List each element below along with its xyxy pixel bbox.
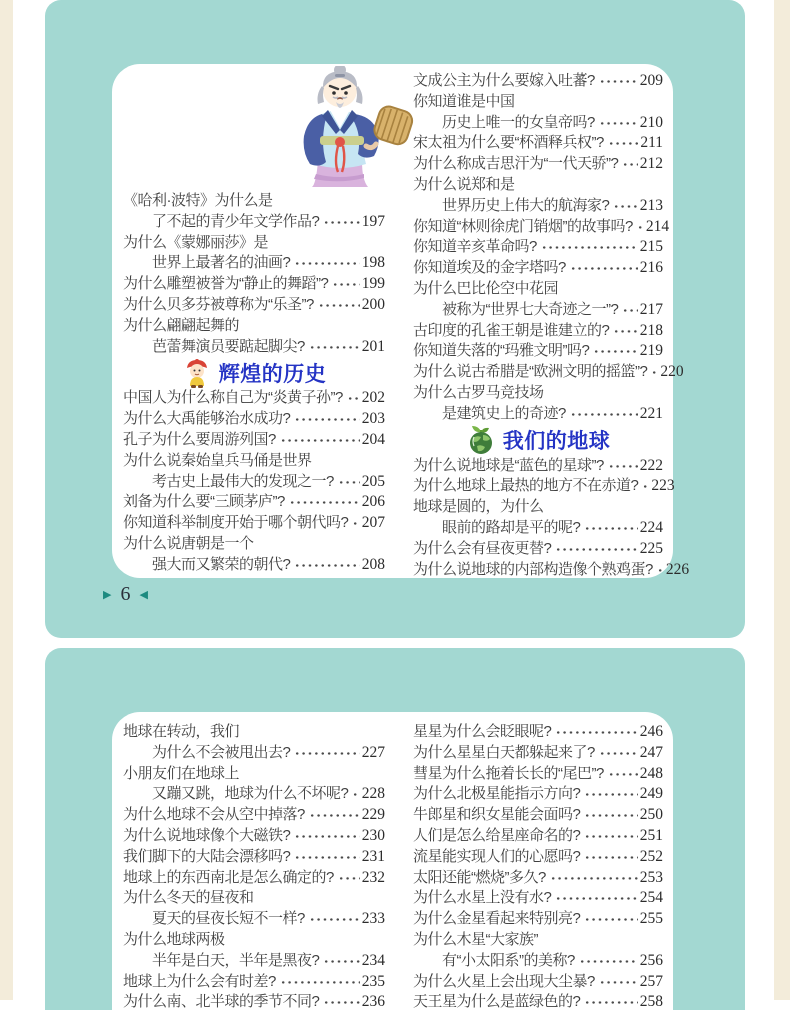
entry-question: 为什么冬天的昼夜和 xyxy=(123,889,254,907)
entry-question: 为什么地球不会从空中掉落? xyxy=(123,806,305,824)
dot-leader xyxy=(612,196,637,217)
dot-leader xyxy=(621,300,637,321)
entry-page-number: 203 xyxy=(361,410,385,428)
entry-page-number: 208 xyxy=(361,555,385,573)
dot-leader xyxy=(351,784,359,805)
entry-question: 地球上的东西南北是怎么确定的? xyxy=(123,868,334,886)
toc-entry xyxy=(413,909,663,930)
toc-entry xyxy=(413,217,670,238)
toc-page-bottom xyxy=(45,648,745,1010)
entry-question: 我们脚下的大陆会漂移吗? xyxy=(123,847,291,865)
entry-question: 你知道科举制度开始于哪个朝代吗? xyxy=(123,514,349,532)
dot-leader xyxy=(650,362,658,383)
toc-entry xyxy=(413,92,663,134)
entry-question: 半年是白天，半年是黑夜? xyxy=(152,951,320,969)
entry-question: 天王星为什么是蓝绿色的? xyxy=(413,993,581,1011)
dot-leader xyxy=(322,212,359,233)
entry-page-number: 225 xyxy=(639,539,663,557)
entry-question: 人们是怎么给星座命名的? xyxy=(413,826,581,844)
toc-entry xyxy=(413,321,663,342)
toc-entry xyxy=(123,805,385,826)
dot-leader xyxy=(583,909,637,930)
entry-page-number: 229 xyxy=(361,806,385,824)
entry-page-number: 256 xyxy=(639,951,663,969)
dot-leader xyxy=(308,805,360,826)
entry-page-number: 234 xyxy=(361,951,385,969)
dot-leader xyxy=(554,539,637,560)
entry-question: 为什么金星看起来特别亮? xyxy=(413,910,581,928)
dot-leader xyxy=(308,909,360,930)
entry-page-number: 213 xyxy=(639,196,663,214)
dot-leader xyxy=(293,555,359,576)
dot-leader xyxy=(607,456,638,477)
toc-entry xyxy=(123,409,385,430)
entry-page-number: 253 xyxy=(639,868,663,886)
toc-page-top xyxy=(45,0,745,638)
entry-question: 为什么火星上会出现大尘暴? xyxy=(413,972,595,990)
section-title: 我们的地球 xyxy=(502,430,611,454)
entry-question: 是建筑史上的奇迹? xyxy=(442,404,566,422)
toc-entry xyxy=(413,71,663,92)
dot-leader xyxy=(279,430,360,451)
entry-page-number: 216 xyxy=(639,259,663,277)
toc-entry xyxy=(413,456,663,477)
dot-leader xyxy=(578,951,638,972)
entry-page-number: 219 xyxy=(639,342,663,360)
entry-page-number: 212 xyxy=(639,155,663,173)
dot-leader xyxy=(293,409,359,430)
entry-page-number: 250 xyxy=(639,806,663,824)
entry-question: 被称为“世界七大奇迹之一”? xyxy=(442,300,619,318)
entry-question: 眼前的路却是平的呢? xyxy=(442,518,581,536)
entry-question: 古印度的孔雀王朝是谁建立的? xyxy=(413,321,610,339)
toc-entry xyxy=(123,388,385,409)
dot-leader xyxy=(636,217,644,238)
toc-entry xyxy=(413,154,663,175)
dot-leader xyxy=(569,258,638,279)
dot-leader xyxy=(583,847,637,868)
entry-question: 孔子为什么要周游列国? xyxy=(123,430,276,448)
entry-question: 有“小太阳系”的美称? xyxy=(442,951,575,969)
entry-question: 为什么巴比伦空中花园 xyxy=(413,279,559,297)
dot-leader xyxy=(598,113,638,134)
entry-question: 为什么水星上没有水? xyxy=(413,889,552,907)
dot-leader xyxy=(656,560,664,581)
entry-question: 流星能实现人们的心愿吗? xyxy=(413,847,581,865)
entry-page-number: 227 xyxy=(361,743,385,761)
dot-leader xyxy=(583,826,637,847)
entry-question: 为什么《蒙娜丽莎》是 xyxy=(123,233,269,251)
dot-leader xyxy=(322,951,359,972)
toc-entry xyxy=(123,430,385,451)
dot-leader xyxy=(308,337,360,358)
entry-question: 又蹦又跳，地球为什么不坏呢? xyxy=(152,785,349,803)
entry-question: 为什么北极星能指示方向? xyxy=(413,785,581,803)
dot-leader xyxy=(331,274,359,295)
entry-page-number: 223 xyxy=(651,477,675,495)
toc-column-left xyxy=(123,64,385,578)
entry-page-number: 209 xyxy=(639,72,663,89)
dot-leader xyxy=(293,253,359,274)
toc-entry xyxy=(413,972,663,993)
toc-entry xyxy=(123,992,385,1013)
toc-entry xyxy=(413,258,663,279)
toc-entry xyxy=(413,847,663,868)
dot-leader xyxy=(337,472,360,493)
entry-page-number: 231 xyxy=(361,847,385,865)
entry-question: 为什么不会被甩出去? xyxy=(152,743,291,761)
dot-leader xyxy=(554,722,637,743)
kid-mascot-icon xyxy=(182,358,212,388)
entry-question: 了不起的青少年文学作品? xyxy=(152,212,320,230)
toc-entry xyxy=(413,175,663,217)
entry-page-number: 226 xyxy=(665,560,690,578)
entry-page-number: 199 xyxy=(361,275,385,293)
entry-page-number: 230 xyxy=(361,826,385,844)
entry-question: 考古史上最伟大的发现之一? xyxy=(152,472,334,490)
toc-entry xyxy=(413,279,663,321)
entry-question: 为什么大禹能够治水成功? xyxy=(123,410,291,428)
entry-question: 芭蕾舞演员要踮起脚尖? xyxy=(152,337,305,355)
entry-question: 你知道埃及的金字塔吗? xyxy=(413,259,566,277)
entry-page-number: 218 xyxy=(639,321,663,339)
dot-leader xyxy=(293,847,359,868)
toc-entry xyxy=(123,764,385,806)
entry-page-number: 232 xyxy=(361,868,385,886)
entry-question: 为什么会有昼夜更替? xyxy=(413,539,552,557)
entry-page-number: 255 xyxy=(639,910,663,928)
toc-entry xyxy=(413,930,663,972)
dot-leader xyxy=(583,784,637,805)
toc-entry xyxy=(413,868,663,889)
entry-question: 为什么古罗马竞技场 xyxy=(413,383,544,401)
entry-question: 历史上唯一的女皇帝吗? xyxy=(442,113,595,131)
dot-leader xyxy=(569,404,638,425)
entry-page-number: 202 xyxy=(361,389,385,407)
toc-entry xyxy=(413,784,663,805)
toc-entry xyxy=(123,316,385,358)
entry-page-number: 246 xyxy=(639,723,663,740)
entry-question: 牛郎星和织女星能会面吗? xyxy=(413,806,581,824)
toc-entry xyxy=(123,930,385,972)
entry-page-number: 221 xyxy=(639,404,663,422)
entry-question: 彗星为什么拖着长长的“尾巴”? xyxy=(413,764,604,782)
entry-question: 宋太祖为什么要“杯酒释兵权”? xyxy=(413,134,604,152)
dot-leader xyxy=(583,992,637,1013)
dot-leader xyxy=(288,492,360,513)
entry-page-number: 198 xyxy=(361,254,385,272)
entry-question: 世界上最著名的油画? xyxy=(152,254,291,272)
arrow-right-icon: ▶ xyxy=(103,588,112,601)
entry-page-number: 217 xyxy=(639,300,663,318)
entry-question: 为什么说地球的内部构造像个熟鸡蛋? xyxy=(413,560,653,578)
arrow-left-icon: ◀ xyxy=(139,588,148,601)
entry-question: 为什么南、北半球的季节不同? xyxy=(123,993,320,1011)
entry-page-number: 257 xyxy=(639,972,663,990)
toc-entry xyxy=(123,888,385,930)
entry-page-number: 251 xyxy=(639,826,663,844)
toc-entry xyxy=(123,451,385,493)
entry-question: 夏天的昼夜长短不一样? xyxy=(152,910,305,928)
page-number xyxy=(103,583,148,606)
entry-page-number: 201 xyxy=(361,337,385,355)
entry-question: 为什么说唐朝是一个 xyxy=(123,534,254,552)
entry-question: 为什么说地球是“蓝色的星球”? xyxy=(413,456,604,474)
toc-entry xyxy=(413,383,663,425)
dot-leader xyxy=(540,237,638,258)
dot-leader xyxy=(598,743,638,764)
entry-question: 强大而又繁荣的朝代? xyxy=(152,555,291,573)
entry-question: 中国人为什么称自己为“炎黄子孙”? xyxy=(123,389,343,407)
dot-leader xyxy=(592,341,637,362)
dot-leader xyxy=(322,992,359,1013)
toc-column-right xyxy=(413,64,690,578)
entry-question: 你知道失落的“玛雅文明”吗? xyxy=(413,342,590,360)
entry-question: 为什么雕塑被誉为“静止的舞蹈”? xyxy=(123,275,329,293)
toc-entry xyxy=(123,868,385,889)
dot-leader xyxy=(549,868,638,889)
toc-entry xyxy=(413,362,684,383)
entry-page-number: 224 xyxy=(639,518,663,536)
dot-leader xyxy=(351,513,359,534)
entry-page-number: 200 xyxy=(361,295,385,313)
dot-leader xyxy=(583,805,637,826)
entry-question: 世界历史上伟大的航海家? xyxy=(442,196,610,214)
entry-page-number: 254 xyxy=(639,889,663,907)
toc-entry xyxy=(413,560,690,581)
entry-page-number: 248 xyxy=(639,764,663,782)
toc-column-left xyxy=(123,712,385,1022)
entry-question: 太阳还能“燃烧”多久? xyxy=(413,868,546,886)
entry-question: 为什么说地球像个大磁铁? xyxy=(123,826,291,844)
dot-leader xyxy=(612,321,637,342)
entry-question: 为什么说郑和是 xyxy=(413,175,515,193)
entry-question: 你知道谁是中国 xyxy=(413,92,515,110)
dot-leader xyxy=(583,518,637,539)
entry-question: 你知道辛亥革命吗? xyxy=(413,238,537,256)
toc-entry xyxy=(123,492,385,513)
section-header xyxy=(413,425,663,456)
dot-leader xyxy=(317,295,360,316)
dot-leader xyxy=(598,71,638,92)
entry-page-number: 233 xyxy=(361,910,385,928)
toc-entry xyxy=(413,743,663,764)
entry-question: 地球在转动，我们 xyxy=(123,723,240,740)
entry-question: 为什么翩翩起舞的 xyxy=(123,316,240,334)
toc-entry xyxy=(413,237,663,258)
toc-entry xyxy=(123,191,385,233)
entry-page-number: 235 xyxy=(361,972,385,990)
entry-question: 为什么地球两极 xyxy=(123,930,225,948)
toc-entry xyxy=(413,476,675,497)
earth-sprout-icon xyxy=(466,425,496,455)
entry-page-number: 214 xyxy=(645,217,670,235)
dot-leader xyxy=(346,388,360,409)
toc-entry xyxy=(413,888,663,909)
entry-question: 你知道“林则徐虎门销烟”的故事吗? xyxy=(413,217,633,235)
toc-entry xyxy=(413,341,663,362)
entry-page-number: 228 xyxy=(361,785,385,803)
dot-leader xyxy=(607,133,638,154)
right-edge-strip xyxy=(774,0,790,1000)
dot-leader xyxy=(279,972,360,993)
entry-question: 文成公主为什么要嫁入吐蕃? xyxy=(413,72,595,89)
toc-entry xyxy=(123,722,385,764)
dot-leader xyxy=(621,154,637,175)
section-header xyxy=(123,357,385,388)
page-number-value: 6 xyxy=(120,583,131,605)
entry-question: 地球是圆的，为什么 xyxy=(413,498,544,516)
entry-question: 为什么木星“大家族” xyxy=(413,930,538,948)
entry-page-number: 249 xyxy=(639,785,663,803)
entry-page-number: 236 xyxy=(361,993,385,1011)
toc-entry xyxy=(413,826,663,847)
entry-page-number: 204 xyxy=(361,430,385,448)
dot-leader xyxy=(293,826,359,847)
toc-content-bottom xyxy=(112,712,673,1022)
entry-page-number: 252 xyxy=(639,847,663,865)
dot-leader xyxy=(337,868,360,889)
entry-page-number: 206 xyxy=(361,493,385,511)
entry-question: 为什么称成吉思汗为“一代天骄”? xyxy=(413,155,619,173)
entry-page-number: 220 xyxy=(660,363,684,381)
toc-entry xyxy=(413,722,663,743)
entry-question: 《哈利·波特》为什么是 xyxy=(123,192,273,209)
dot-leader xyxy=(598,972,638,993)
entry-question: 为什么星星白天都躲起来了? xyxy=(413,743,595,761)
toc-entry xyxy=(413,764,663,785)
entry-question: 地球上为什么会有时差? xyxy=(123,972,276,990)
entry-page-number: 207 xyxy=(361,514,385,532)
dot-leader xyxy=(607,764,638,785)
toc-entry xyxy=(413,539,663,560)
entry-page-number: 205 xyxy=(361,472,385,490)
toc-entry xyxy=(123,295,385,316)
entry-question: 刘备为什么要“三顾茅庐”? xyxy=(123,493,285,511)
toc-entry xyxy=(123,274,385,295)
dot-leader xyxy=(641,476,649,497)
toc-entry xyxy=(123,513,385,534)
left-edge-strip xyxy=(0,0,13,1000)
entry-question: 星星为什么会眨眼呢? xyxy=(413,723,552,740)
entry-page-number: 215 xyxy=(639,238,663,256)
entry-page-number: 247 xyxy=(639,743,663,761)
entry-question: 为什么贝多芬被尊称为“乐圣”? xyxy=(123,295,314,313)
toc-entry xyxy=(123,847,385,868)
toc-column-right xyxy=(413,712,663,1022)
entry-question: 为什么说秦始皇兵马俑是世界 xyxy=(123,451,312,469)
toc-entry xyxy=(413,805,663,826)
dot-leader xyxy=(293,743,359,764)
entry-question: 为什么说古希腊是“欧洲文明的摇篮”? xyxy=(413,363,648,381)
entry-page-number: 197 xyxy=(361,212,385,230)
entry-page-number: 210 xyxy=(639,113,663,131)
toc-entry xyxy=(413,992,663,1013)
entry-page-number: 211 xyxy=(640,134,663,152)
entry-question: 为什么地球上最热的地方不在赤道? xyxy=(413,477,639,495)
toc-content-top xyxy=(112,64,690,578)
dot-leader xyxy=(554,888,637,909)
entry-page-number: 222 xyxy=(639,456,663,474)
entry-question: 小朋友们在地球上 xyxy=(123,764,240,782)
toc-entry xyxy=(413,497,663,539)
entry-page-number: 258 xyxy=(639,993,663,1011)
toc-entry xyxy=(123,972,385,993)
toc-entry xyxy=(123,233,385,275)
toc-entry xyxy=(123,534,385,576)
toc-entry xyxy=(413,133,663,154)
section-title: 辉煌的历史 xyxy=(218,362,327,386)
toc-entry xyxy=(123,826,385,847)
